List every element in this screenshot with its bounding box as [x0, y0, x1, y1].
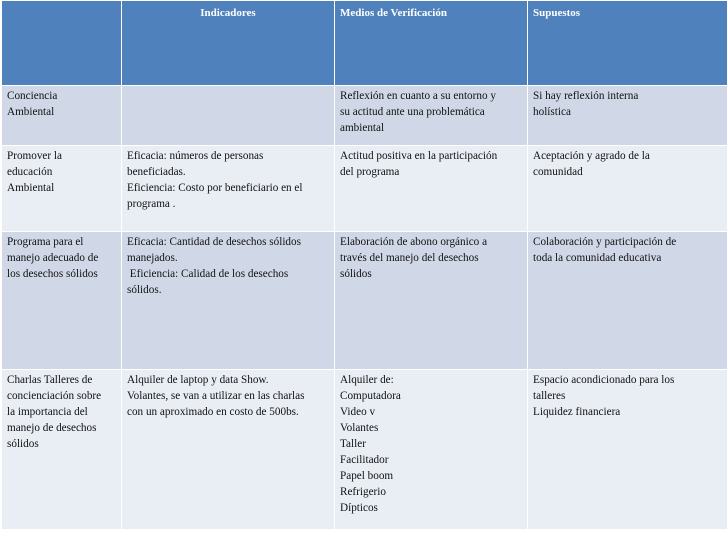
cell-line: Facilitador	[340, 454, 389, 466]
cell-line: Liquidez financiera	[533, 406, 621, 418]
cell-medios	[335, 370, 528, 530]
cell-line: Elaboración de abono orgánico a	[340, 236, 488, 248]
header-indicadores: Indicadores	[122, 1, 335, 86]
cell-line: Volantes	[340, 422, 379, 434]
cell-line: programa .	[127, 198, 176, 210]
cell-objective	[2, 86, 122, 146]
cell-line: Reflexión en cuanto a su entorno y	[340, 90, 496, 102]
cell-line: educación	[7, 166, 53, 178]
cell-line: Ambiental	[7, 182, 55, 194]
cell-line: Actitud positiva en la participación	[340, 150, 498, 162]
cell-line: Video v	[340, 406, 376, 418]
cell-line: Programa para el	[7, 236, 84, 248]
cell-line: Espacio acondicionado para los	[533, 374, 675, 386]
cell-line: la importancia del	[7, 406, 88, 418]
cell-line: del programa	[340, 166, 400, 178]
table-row	[2, 86, 728, 146]
cell-medios	[335, 86, 528, 146]
table-row	[2, 232, 728, 370]
cell-line: concienciación sobre	[7, 390, 102, 402]
cell-line: Volantes, se van a utilizar en las charlas	[127, 390, 305, 402]
cell-line: Charlas Talleres de	[7, 374, 93, 386]
cell-line: ambiental	[340, 122, 385, 134]
cell-supuestos	[528, 232, 728, 370]
cell-line: toda la comunidad educativa	[533, 252, 662, 264]
cell-line: manejo adecuado de	[7, 252, 99, 264]
cell-line: Aceptación y agrado de la	[533, 150, 650, 162]
cell-line: Eficiencia: Calidad de los desechos	[127, 268, 289, 280]
cell-line: través del manejo del desechos	[340, 252, 479, 264]
cell-indicadores	[122, 370, 335, 530]
cell-indicadores	[122, 232, 335, 370]
cell-line: Refrigerio	[340, 486, 386, 498]
cell-line: Ambiental	[7, 106, 55, 118]
cell-medios	[335, 232, 528, 370]
cell-indicadores	[122, 86, 335, 146]
cell-line: beneficiadas.	[127, 166, 186, 178]
cell-line: talleres	[533, 390, 566, 402]
cell-line: Alquiler de:	[340, 374, 394, 386]
cell-line: Papel boom	[340, 470, 394, 482]
cell-line: Si hay reflexión interna	[533, 90, 639, 102]
header-medios-verificacion: Medios de Verificación	[335, 1, 528, 86]
cell-line: con un aproximado en costo de 500bs.	[127, 406, 299, 418]
cell-line: sólidos	[340, 268, 372, 280]
cell-line: manejo de desechos	[7, 422, 97, 434]
header-row	[2, 1, 728, 86]
cell-line: Dípticos	[340, 502, 378, 514]
cell-line: su actitud ante una problemática	[340, 106, 485, 118]
cell-supuestos	[528, 146, 728, 232]
cell-line: sólidos	[7, 438, 39, 450]
cell-line: Eficacia: Cantidad de desechos sólidos	[127, 236, 301, 248]
cell-line: sólidos.	[127, 284, 162, 296]
cell-line: Alquiler de laptop y data Show.	[127, 374, 269, 386]
cell-line: holística	[533, 106, 571, 118]
cell-line: comunidad	[533, 166, 583, 178]
cell-line: los desechos sólidos	[7, 268, 98, 280]
cell-objective	[2, 232, 122, 370]
cell-line: Eficiencia: Costo por beneficiario en el	[127, 182, 303, 194]
table-row	[2, 146, 728, 232]
cell-supuestos	[528, 86, 728, 146]
logframe-table	[1, 0, 728, 530]
cell-supuestos	[528, 370, 728, 530]
cell-line: Computadora	[340, 390, 401, 402]
cell-medios	[335, 146, 528, 232]
header-cell-empty	[2, 1, 122, 86]
cell-objective	[2, 146, 122, 232]
header-supuestos: Supuestos	[528, 1, 728, 86]
cell-line: manejados.	[127, 252, 178, 264]
cell-indicadores	[122, 146, 335, 232]
cell-line: Conciencia	[7, 90, 58, 102]
cell-objective	[2, 370, 122, 530]
cell-line: Promover la	[7, 150, 62, 162]
cell-line: Taller	[340, 438, 366, 450]
cell-line: Colaboración y participación de	[533, 236, 677, 248]
cell-line: Eficacia: números de personas	[127, 150, 264, 162]
table-row	[2, 370, 728, 530]
